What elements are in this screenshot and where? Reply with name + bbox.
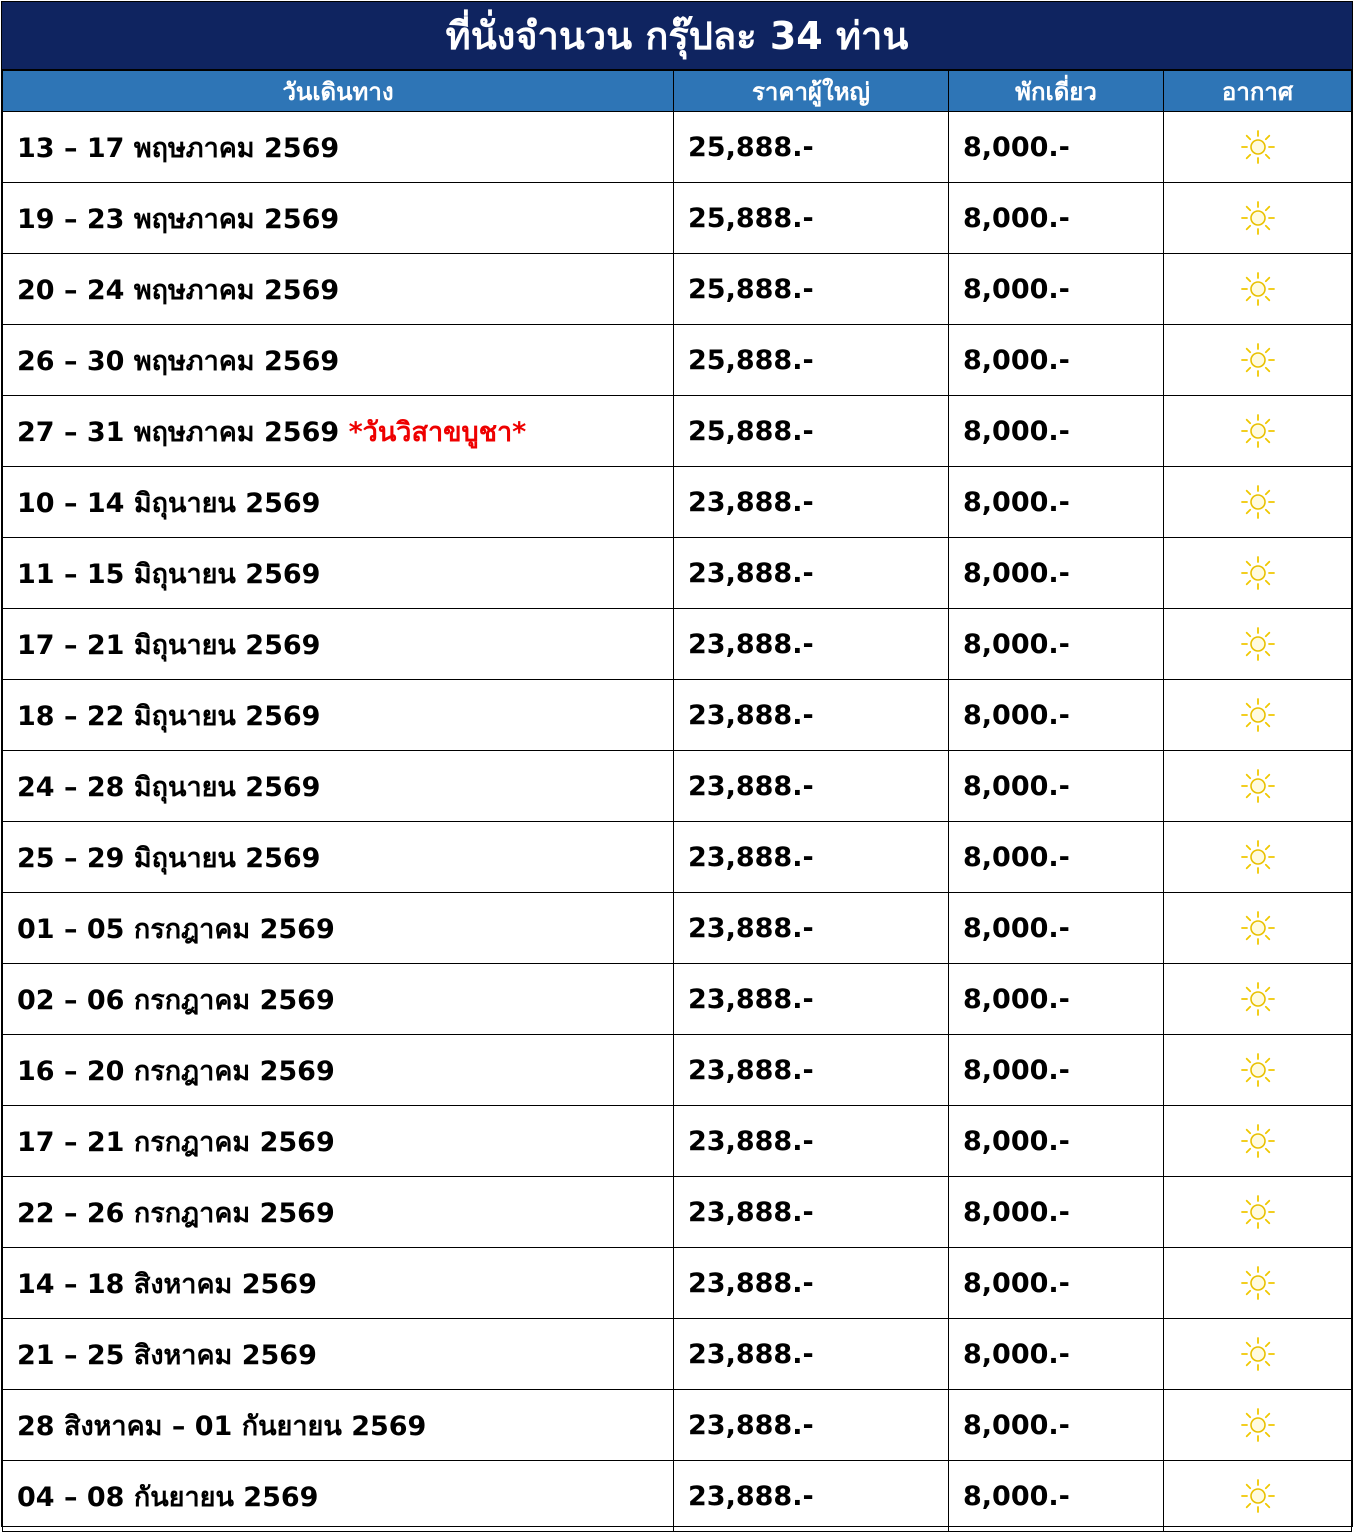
single-supplement-cell: 8,000.- [949, 538, 1164, 609]
sun-icon [1238, 695, 1278, 735]
departure-date: 17 – 21 กรกฎาคม 2569 [17, 1126, 335, 1158]
single-supplement-cell: 8,000.- [949, 325, 1164, 396]
adult-price-cell: 23,888.- [674, 680, 949, 751]
adult-price-cell: 23,888.- [674, 751, 949, 822]
departure-date: 10 – 14 มิถุนายน 2569 [17, 487, 321, 519]
sun-icon [1238, 1050, 1278, 1090]
holiday-note: *วันวิสาขบูชา* [348, 416, 527, 448]
adult-price-cell: 23,888.- [674, 538, 949, 609]
adult-price-cell: 25,888.- [674, 254, 949, 325]
weather-cell [1164, 467, 1352, 538]
table-row [3, 1461, 1352, 1532]
single-supplement-cell: 8,000.- [949, 893, 1164, 964]
table-row [3, 538, 1352, 609]
single-supplement-cell: 8,000.- [949, 183, 1164, 254]
table-row [3, 1390, 1352, 1461]
header-row [3, 71, 1352, 112]
weather-cell [1164, 538, 1352, 609]
departure-date: 14 – 18 สิงหาคม 2569 [17, 1268, 317, 1300]
weather-cell [1164, 1106, 1352, 1177]
date-cell [3, 822, 674, 893]
single-supplement-cell: 8,000.- [949, 1177, 1164, 1248]
departure-date: 02 – 06 กรกฎาคม 2569 [17, 984, 335, 1016]
adult-price-cell: 23,888.- [674, 1177, 949, 1248]
departure-date: 26 – 30 พฤษภาคม 2569 [17, 345, 340, 377]
adult-price-cell: 23,888.- [674, 1461, 949, 1532]
single-supplement-cell: 8,000.- [949, 609, 1164, 680]
departure-date: 22 – 26 กรกฎาคม 2569 [17, 1197, 335, 1229]
sun-icon [1238, 553, 1278, 593]
sun-icon [1238, 269, 1278, 309]
single-supplement-cell: 8,000.- [949, 680, 1164, 751]
departure-date: 24 – 28 มิถุนายน 2569 [17, 771, 321, 803]
weather-cell [1164, 1461, 1352, 1532]
sun-icon [1238, 766, 1278, 806]
single-supplement-cell: 8,000.- [949, 1319, 1164, 1390]
adult-price-cell: 23,888.- [674, 1248, 949, 1319]
date-cell [3, 609, 674, 680]
sun-icon [1238, 979, 1278, 1019]
adult-price-cell: 25,888.- [674, 325, 949, 396]
adult-price-cell: 23,888.- [674, 1035, 949, 1106]
departure-date: 16 – 20 กรกฎาคม 2569 [17, 1055, 335, 1087]
date-cell [3, 1177, 674, 1248]
date-cell [3, 893, 674, 964]
sun-icon [1238, 411, 1278, 451]
weather-cell [1164, 1319, 1352, 1390]
weather-cell [1164, 1390, 1352, 1461]
weather-cell [1164, 1177, 1352, 1248]
date-cell [3, 1461, 674, 1532]
single-supplement-cell: 8,000.- [949, 112, 1164, 183]
table-row [3, 325, 1352, 396]
weather-cell [1164, 112, 1352, 183]
departure-date: 27 – 31 พฤษภาคม 2569 [17, 416, 340, 448]
departure-date: 20 – 24 พฤษภาคม 2569 [17, 274, 340, 306]
weather-cell [1164, 893, 1352, 964]
adult-price-cell: 23,888.- [674, 1390, 949, 1461]
departure-date: 13 – 17 พฤษภาคม 2569 [17, 132, 340, 164]
date-cell [3, 538, 674, 609]
table-row [3, 680, 1352, 751]
table-row [3, 112, 1352, 183]
table-row [3, 396, 1352, 467]
date-cell [3, 1248, 674, 1319]
table-row [3, 254, 1352, 325]
single-supplement-cell: 8,000.- [949, 254, 1164, 325]
single-supplement-cell: 8,000.- [949, 822, 1164, 893]
departure-date: 01 – 05 กรกฎาคม 2569 [17, 913, 335, 945]
date-cell [3, 1390, 674, 1461]
single-supplement-cell: 8,000.- [949, 1035, 1164, 1106]
weather-cell [1164, 1035, 1352, 1106]
single-supplement-cell: 8,000.- [949, 964, 1164, 1035]
header-adult-price: ราคาผู้ใหญ่ [674, 71, 949, 112]
adult-price-cell: 23,888.- [674, 893, 949, 964]
sun-icon [1238, 1405, 1278, 1445]
weather-cell [1164, 964, 1352, 1035]
single-supplement-cell: 8,000.- [949, 1106, 1164, 1177]
single-supplement-cell: 8,000.- [949, 1390, 1164, 1461]
sun-icon [1238, 482, 1278, 522]
single-supplement-cell: 8,000.- [949, 396, 1164, 467]
date-cell [3, 751, 674, 822]
adult-price-cell: 23,888.- [674, 1319, 949, 1390]
header-weather: อากาศ [1164, 71, 1352, 112]
table-row [3, 467, 1352, 538]
adult-price-cell: 25,888.- [674, 112, 949, 183]
header-date: วันเดินทาง [3, 71, 674, 112]
date-cell [3, 112, 674, 183]
departure-date: 25 – 29 มิถุนายน 2569 [17, 842, 321, 874]
date-cell [3, 396, 674, 467]
weather-cell [1164, 680, 1352, 751]
sun-icon [1238, 908, 1278, 948]
date-cell [3, 1035, 674, 1106]
single-supplement-cell: 8,000.- [949, 1461, 1164, 1532]
departure-date: 17 – 21 มิถุนายน 2569 [17, 629, 321, 661]
table-row [3, 1177, 1352, 1248]
header-single-supplement: พักเดี่ยว [949, 71, 1164, 112]
adult-price-cell: 23,888.- [674, 822, 949, 893]
weather-cell [1164, 254, 1352, 325]
table-row [3, 1248, 1352, 1319]
weather-cell [1164, 1248, 1352, 1319]
sun-icon [1238, 1121, 1278, 1161]
table-row [3, 1106, 1352, 1177]
table-row [3, 609, 1352, 680]
date-cell [3, 1319, 674, 1390]
departure-price-table [2, 70, 1352, 1532]
weather-cell [1164, 751, 1352, 822]
single-supplement-cell: 8,000.- [949, 467, 1164, 538]
adult-price-cell: 23,888.- [674, 1106, 949, 1177]
date-cell [3, 254, 674, 325]
departure-date: 21 – 25 สิงหาคม 2569 [17, 1339, 317, 1371]
tour-price-table-container [1, 1, 1353, 1527]
sun-icon [1238, 1334, 1278, 1374]
adult-price-cell: 23,888.- [674, 609, 949, 680]
sun-icon [1238, 624, 1278, 664]
adult-price-cell: 23,888.- [674, 467, 949, 538]
table-row [3, 822, 1352, 893]
date-cell [3, 325, 674, 396]
departure-date: 18 – 22 มิถุนายน 2569 [17, 700, 321, 732]
date-cell [3, 183, 674, 254]
weather-cell [1164, 183, 1352, 254]
date-cell [3, 1106, 674, 1177]
departure-date: 11 – 15 มิถุนายน 2569 [17, 558, 321, 590]
sun-icon [1238, 837, 1278, 877]
sun-icon [1238, 1192, 1278, 1232]
weather-cell [1164, 396, 1352, 467]
date-cell [3, 467, 674, 538]
sun-icon [1238, 340, 1278, 380]
sun-icon [1238, 198, 1278, 238]
single-supplement-cell: 8,000.- [949, 1248, 1164, 1319]
departure-date: 04 – 08 กันยายน 2569 [17, 1481, 319, 1513]
sun-icon [1238, 1263, 1278, 1303]
departure-date: 19 – 23 พฤษภาคม 2569 [17, 203, 340, 235]
table-title: ที่นั่งจำนวน กรุ๊ปละ 34 ท่าน [2, 2, 1352, 70]
sun-icon [1238, 127, 1278, 167]
sun-icon [1238, 1476, 1278, 1516]
adult-price-cell: 25,888.- [674, 396, 949, 467]
date-cell [3, 680, 674, 751]
weather-cell [1164, 325, 1352, 396]
single-supplement-cell: 8,000.- [949, 751, 1164, 822]
table-row [3, 964, 1352, 1035]
weather-cell [1164, 822, 1352, 893]
table-row [3, 183, 1352, 254]
table-row [3, 1319, 1352, 1390]
weather-cell [1164, 609, 1352, 680]
adult-price-cell: 25,888.- [674, 183, 949, 254]
table-row [3, 893, 1352, 964]
adult-price-cell: 23,888.- [674, 964, 949, 1035]
departure-date: 28 สิงหาคม – 01 กันยายน 2569 [17, 1410, 427, 1442]
date-cell [3, 964, 674, 1035]
table-row [3, 751, 1352, 822]
table-row [3, 1035, 1352, 1106]
